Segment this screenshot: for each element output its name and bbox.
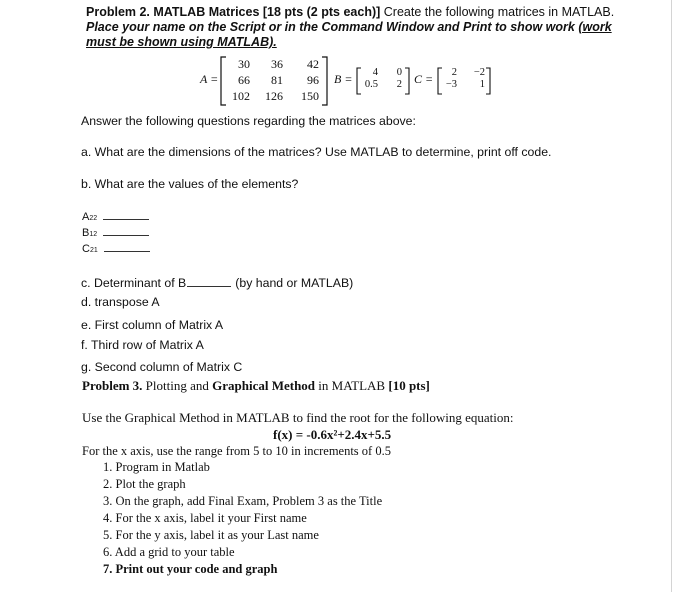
question-a: a. What are the dimensions of the matrices? Use MATLAB to determine, print off code. (81, 145, 552, 159)
element-b12-letter: B (82, 227, 90, 239)
question-d: d. transpose A (81, 295, 160, 309)
matrix-b-cell: 2 (396, 79, 402, 90)
element-c21-sub: 21 (89, 247, 98, 254)
question-c-prefix: c. Determinant of B (81, 276, 187, 290)
question-c-suffix: (by hand or MATLAB) (235, 276, 354, 290)
step-2: 2. Plot the graph (103, 477, 186, 491)
matrix-c-cell: −2 (473, 67, 485, 78)
element-a22 (82, 211, 149, 223)
problem2-line2-link: (work (578, 20, 612, 34)
step-1: 1. Program in Matlab (103, 460, 210, 474)
problem2-heading-rest: Create the following matrices in MATLAB. (380, 5, 615, 19)
element-c21 (82, 243, 150, 255)
matrix-c-cell: 2 (451, 67, 457, 78)
matrix-a-label: A = (200, 72, 219, 86)
element-a22-blank (103, 219, 149, 220)
problem2-line2-text: Place your name on the Script or in the Command Window and Print to show work (86, 20, 579, 34)
question-g: g. Second column of Matrix C (81, 360, 243, 374)
problem3-instruction: Use the Graphical Method in MATLAB to find the root for the following equation: (82, 410, 514, 425)
question-f: f. Third row of Matrix A (81, 338, 204, 352)
problem2-heading-line (86, 4, 614, 20)
element-b12-blank (103, 235, 149, 236)
problem3-heading-method: Graphical Method (212, 378, 316, 393)
matrix-b-label: B = (334, 72, 353, 86)
questions-intro: Answer the following questions regarding the matrices above: (81, 114, 416, 128)
step-4: 4. For the x axis, label it your First name (103, 511, 307, 525)
element-a22-letter: A (82, 211, 90, 223)
problem2-line3 (86, 34, 277, 50)
matrix-c-cell: −3 (445, 79, 457, 90)
problem3-heading-text1: Plotting and (142, 378, 213, 393)
matrix-b-cell: 0 (396, 67, 402, 78)
problem2-line3-text: must be shown using MATLAB). (86, 35, 277, 49)
problem3-heading-points: [10 pts] (388, 378, 430, 393)
matrix-a-cell: 36 (271, 57, 283, 71)
problem3-heading-text2: in MATLAB (315, 378, 389, 393)
question-b: b. What are the values of the elements? (81, 177, 299, 191)
element-c21-letter: C (82, 243, 90, 255)
matrix-a-cell: 102 (232, 89, 250, 103)
matrix-b-cell: 0.5 (364, 79, 378, 90)
problem3-range-note: For the x axis, use the range from 5 to 10 in increments of 0.5 (82, 444, 391, 458)
question-e: e. First column of Matrix A (81, 318, 224, 332)
matrix-a-cell: 42 (307, 57, 319, 71)
step-3: 3. On the graph, add Final Exam, Problem 3 as the Title (103, 494, 383, 508)
problem3-equation: f(x) = -0.6x²+2.4x+5.5 (273, 427, 392, 442)
matrix-a-cell: 126 (265, 89, 283, 103)
page-edge-line (671, 0, 672, 592)
problem2-heading: Problem 2. MATLAB Matrices [18 pts (2 pts each)] (86, 5, 381, 19)
matrix-a-cell: 96 (307, 73, 319, 87)
matrix-a-cell: 66 (238, 73, 250, 87)
matrix-c-cell: 1 (479, 79, 485, 90)
matrix-a-cell: 30 (238, 57, 250, 71)
element-b12-sub: 12 (89, 231, 98, 238)
matrix-c-label: C = (414, 72, 434, 86)
problem2-line2 (86, 19, 612, 35)
step-5: 5. For the y axis, label it as your Last name (103, 528, 319, 542)
element-c21-blank (104, 251, 150, 252)
element-a22-sub: 22 (89, 215, 98, 222)
problem3-heading (82, 378, 430, 394)
matrix-a-cell: 81 (271, 73, 283, 87)
matrix-a-cell: 150 (301, 89, 319, 103)
step-7: 7. Print out your code and graph (103, 562, 278, 576)
step-6: 6. Add a grid to your table (103, 545, 235, 559)
matrix-b-cell: 4 (372, 67, 378, 78)
problem3-heading-number: Problem 3. (82, 378, 143, 393)
question-c-blank (187, 286, 231, 287)
question-c (81, 276, 353, 290)
element-b12 (82, 227, 149, 239)
